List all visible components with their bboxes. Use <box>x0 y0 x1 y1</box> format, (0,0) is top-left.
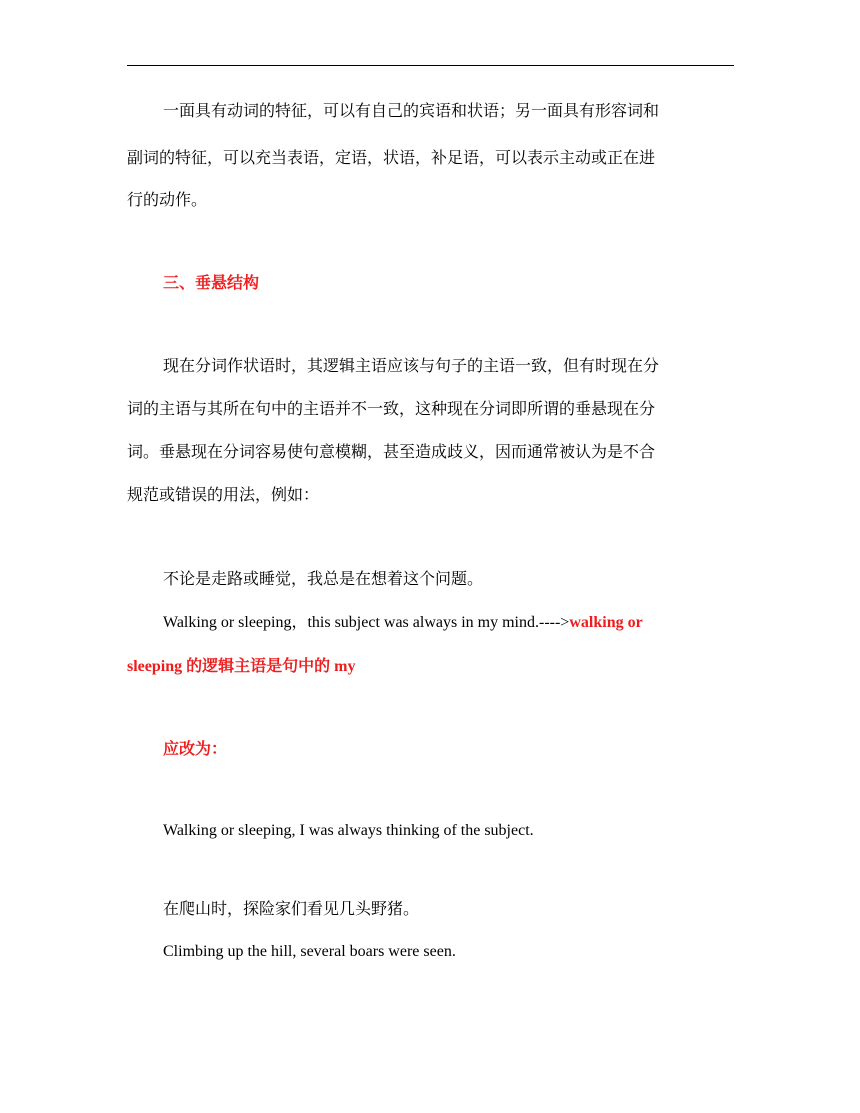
example-1-english: Walking or sleeping，this subject was always in my mind.----> <box>163 614 570 631</box>
paragraph-1-line-3: 行的动作。 <box>127 190 208 209</box>
correction-label: 应改为： <box>163 739 228 758</box>
example-1-english-line <box>163 613 763 633</box>
paragraph-2-line-2: 词的主语与其所在句中的主语并不一致，这种现在分词即所谓的垂悬现在分 <box>127 399 656 418</box>
example-1-note-part-2: sleeping 的逻辑主语是句中的 my <box>127 658 356 675</box>
paragraph-2-line-4: 规范或错误的用法，例如： <box>127 485 320 504</box>
example-2-chinese: 在爬山时，探险家们看见几头野猪。 <box>163 899 420 918</box>
paragraph-2-line-1: 现在分词作状语时，其逻辑主语应该与句子的主语一致，但有时现在分 <box>163 356 660 375</box>
header-rule <box>127 65 734 66</box>
corrected-sentence: Walking or sleeping, I was always thinking of the subject. <box>163 822 534 839</box>
example-1-chinese: 不论是走路或睡觉，我总是在想着这个问题。 <box>163 569 484 588</box>
paragraph-2-line-3: 词。垂悬现在分词容易使句意模糊，甚至造成歧义，因而通常被认为是不合 <box>127 442 656 461</box>
paragraph-1-line-2: 副词的特征，可以充当表语，定语，状语，补足语，可以表示主动或正在进 <box>127 148 656 167</box>
example-1-note-part-1: walking or <box>569 614 643 631</box>
paragraph-1-line-1: 一面具有动词的特征，可以有自己的宾语和状语；另一面具有形容词和 <box>163 101 660 120</box>
example-2-english: Climbing up the hill, several boars were seen. <box>163 943 456 960</box>
section-heading-3: 三、垂悬结构 <box>163 273 260 292</box>
